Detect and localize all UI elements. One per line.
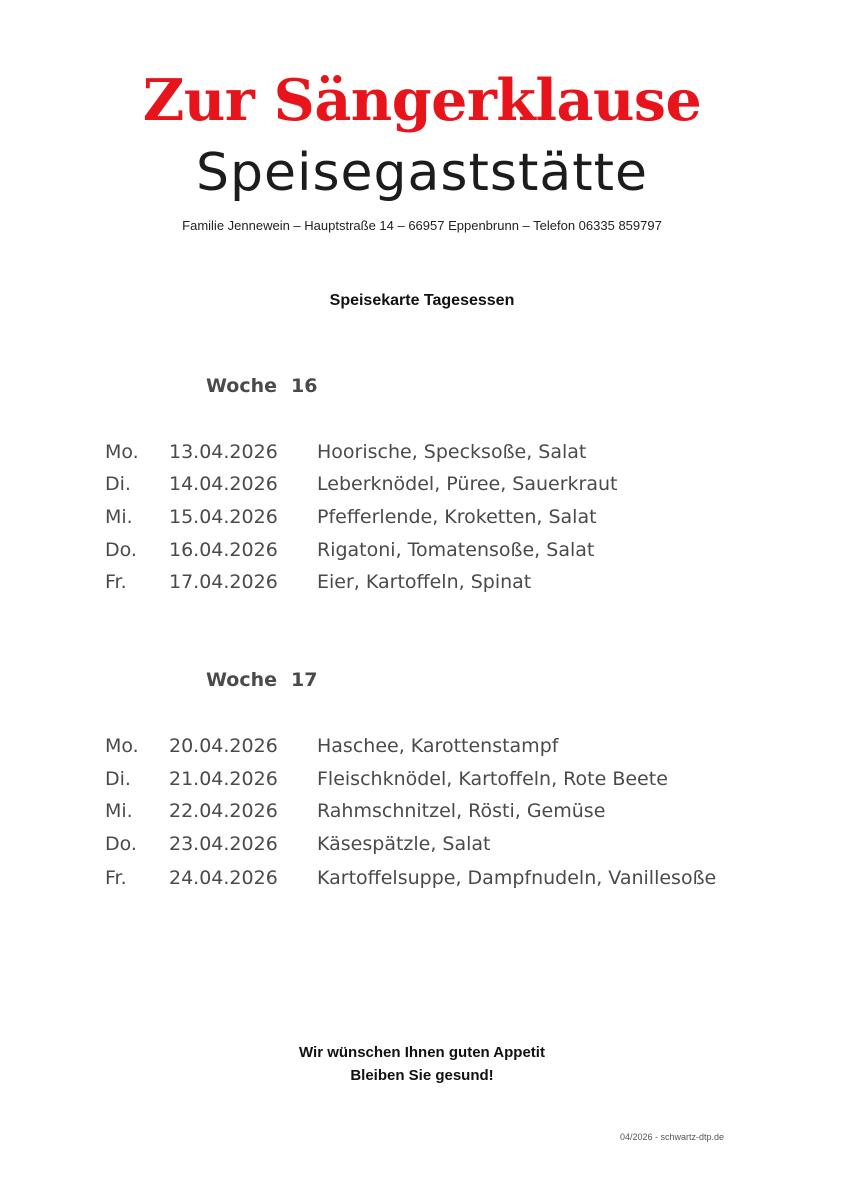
menu-row [0,536,844,564]
date: 16.04.2026 [169,539,278,561]
menu-row [0,470,844,498]
menu-row [0,864,844,892]
date: 13.04.2026 [169,441,278,463]
week-label: Woche [206,375,278,397]
week-number: 17 [291,669,318,691]
closing-line-2: Bleiben Sie gesund! [350,1067,494,1084]
weekday: Di. [105,473,131,495]
week-heading [206,668,317,692]
weekday: Fr. [105,571,127,593]
menu-row [0,830,844,858]
dish: Rahmschnitzel, Rösti, Gemüse [317,800,606,822]
dish: Hoorische, Specksoße, Salat [317,441,587,463]
week-number: 16 [291,375,318,397]
date: 24.04.2026 [169,867,278,889]
logo-subtitle: Speisegaststätte [195,143,648,203]
weekday: Mo. [105,735,139,757]
dish: Rigatoni, Tomatensoße, Salat [317,539,595,561]
menu-row [0,732,844,760]
weekday: Di. [105,768,131,790]
dish: Eier, Kartoffeln, Spinat [317,571,532,593]
weekday: Mo. [105,441,139,463]
date: 23.04.2026 [169,833,278,855]
dish: Pfefferlende, Kroketten, Salat [317,506,597,528]
date: 20.04.2026 [169,735,278,757]
menu-row [0,568,844,596]
footer-credit: 04/2026 - schwartz-dtp.de [620,1132,725,1142]
address-line: Familie Jennewein – Hauptstraße 14 – 66957 Eppenbrunn – Telefon 06335 859797 [182,218,662,233]
closing-line-1: Wir wünschen Ihnen guten Appetit [299,1044,545,1061]
date: 15.04.2026 [169,506,278,528]
dish: Käsespätzle, Salat [317,833,491,855]
menu-heading: Speisekarte Tagesessen [329,292,515,309]
menu-row [0,797,844,825]
date: 14.04.2026 [169,473,278,495]
menu-row [0,765,844,793]
weekday: Fr. [105,867,127,889]
date: 17.04.2026 [169,571,278,593]
dish: Fleischknödel, Kartoffeln, Rote Beete [317,768,668,790]
week-label: Woche [206,669,278,691]
dish: Leberknödel, Püree, Sauerkraut [317,473,618,495]
logo-title: Zur Sängerklause [142,67,702,134]
dish: Haschee, Karottenstampf [317,735,559,757]
weekday: Mi. [105,506,133,528]
date: 21.04.2026 [169,768,278,790]
weekday: Do. [105,833,137,855]
weekday: Do. [105,539,137,561]
date: 22.04.2026 [169,800,278,822]
week-heading [206,374,317,398]
dish: Kartoffelsuppe, Dampfnudeln, Vanillesoße [317,867,717,889]
weekday: Mi. [105,800,133,822]
menu-row [0,503,844,531]
menu-row [0,438,844,466]
